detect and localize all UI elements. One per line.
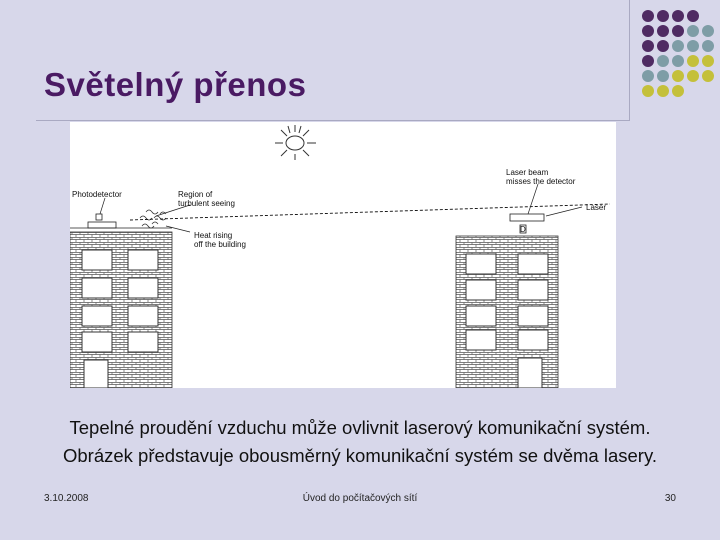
- dot: [642, 40, 654, 52]
- dot: [642, 85, 654, 97]
- label-region-line2: turbulent seeing: [178, 199, 235, 208]
- label-heat-line1: Heat rising: [194, 231, 233, 240]
- label-photodetector: Photodetector: [72, 190, 122, 199]
- dot: [642, 70, 654, 82]
- caption-line-1: Tepelné proudění vzduchu může ovlivnit laserový komunikační systém.: [69, 417, 651, 438]
- label-laser-beam-line2: misses the detector: [506, 177, 576, 186]
- label-region-line1: Region of: [178, 190, 213, 199]
- dot: [702, 40, 714, 52]
- label-laser-beam-line1: Laser beam: [506, 168, 549, 177]
- dot: [657, 10, 669, 22]
- laser-diagram-drawing: [70, 122, 616, 388]
- dot: [687, 10, 699, 22]
- laser-diagram: [70, 122, 616, 388]
- laser-device: [510, 214, 544, 233]
- right-building: [456, 236, 558, 388]
- dot: [642, 55, 654, 67]
- slide-title: Světelný přenos: [44, 66, 307, 103]
- label-detector-letter: D: [520, 225, 526, 234]
- dot: [687, 70, 699, 82]
- left-building: [70, 232, 172, 388]
- dot: [702, 25, 714, 37]
- dot: [657, 40, 669, 52]
- footer-page-number: 30: [664, 493, 676, 504]
- footer-course-title: Úvod do počítačových sítí: [302, 493, 418, 504]
- dot: [687, 25, 699, 37]
- dot: [672, 85, 684, 97]
- title-vertical-divider: [629, 0, 630, 121]
- caption-line-2: Obrázek představuje obousměrný komunikační systém se dvěma lasery.: [63, 445, 657, 466]
- title-underline: [36, 120, 630, 121]
- dot: [672, 40, 684, 52]
- leader-lines: [100, 184, 582, 232]
- dot: [672, 70, 684, 82]
- dot: [672, 55, 684, 67]
- dot: [642, 10, 654, 22]
- dot: [672, 10, 684, 22]
- dot: [657, 70, 669, 82]
- dot: [642, 25, 654, 37]
- decorative-dot-grid: [638, 8, 714, 108]
- sun-icon: [275, 125, 316, 160]
- footer-date: 3.10.2008: [44, 493, 89, 504]
- label-heat-line2: off the building: [194, 240, 246, 249]
- slide-caption: [0, 414, 720, 470]
- dot: [702, 70, 714, 82]
- dot: [702, 55, 714, 67]
- dot: [687, 55, 699, 67]
- label-laser: Laser: [586, 203, 607, 212]
- dot: [672, 25, 684, 37]
- dot: [687, 40, 699, 52]
- dot: [657, 55, 669, 67]
- dot: [657, 25, 669, 37]
- dot: [657, 85, 669, 97]
